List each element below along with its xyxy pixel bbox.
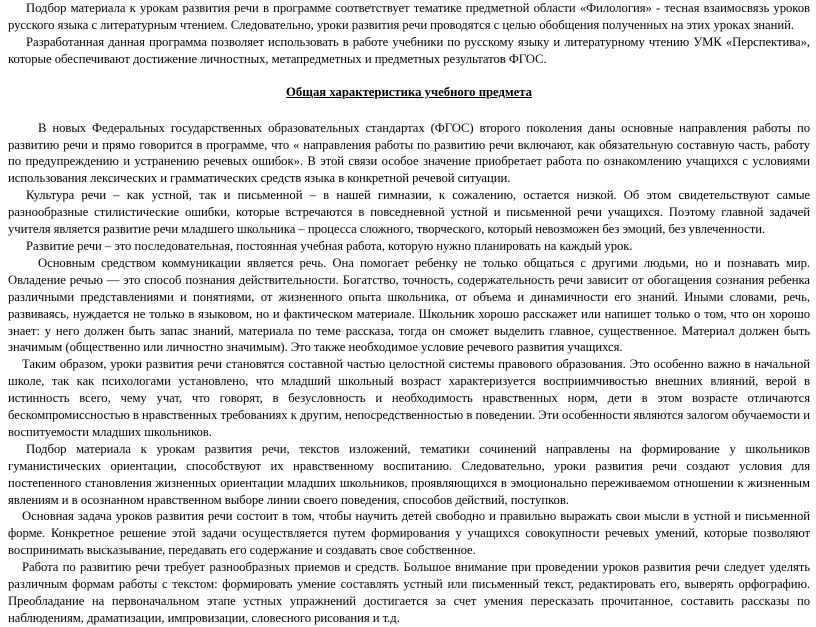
body-paragraph: Работа по развитию речи требует разнообразных приемов и средств. Большое внимание при проведении уроков развития речи следует уделять различным формам работы с текстом: формировать умение составлять устный или письменный текст, редактировать его, выверять орфографию. Преобладание на первоначальном этапе устных упражнений достигается за счет умения пересказать прочитанное, составить рассказы по наблюдениям, драматизации, импровизации, словесного рисования и т.д.: [8, 560, 810, 625]
intro-paragraph-2: Разработанная данная программа позволяет использовать в работе учебники по русскому языку и литературному чтению УМК «Перспектива», которые обеспечивают достижение личностных, метапредметных и предметных результатов ФГОС.: [8, 34, 810, 66]
body-paragraph: Культура речи – как устной, так и письменной – в нашей гимназии, к сожалению, остается низкой. Об этом свидетельствуют самые разнообразные стилистические ошибки, которые встречаются в повседневной устной и письменной речи учащихся. Поэтому главной задачей учителя является развитие речи младшего школьника – процесса сложного, творческого, который невозможен без эмоций, без увлеченности.: [8, 188, 810, 237]
body-paragraph: Развитие речи – это последовательная, постоянная учебная работа, которую нужно планировать на каждый урок.: [26, 238, 633, 253]
body-paragraph: Основная задача уроков развития речи состоит в том, чтобы научить детей свободно и правильно выражать свои мысли в устной и письменной форме. Конкретное решение этой задачи осуществляется путем формирования у учащихся совокупности речевых умений, которые позволяют воспринимать высказывание, передавать его содержание и создавать свое собственное.: [8, 509, 810, 558]
section-heading: Общая характеристика учебного предмета: [286, 84, 532, 99]
body-paragraph: Таким образом, уроки развития речи становятся составной частью целостной системы правового образования. Это особенно важно в начальной школе, так как психологами установлено, что младший школьный возраст характеризуется восприимчивостью внешних влияний, верой в истинность всего, чему учат, что говорят, в безусловность и необходимость нравственных норм, дети в этом возрасте отличаются бескомпромиссностью в нравственных требованиях к другим, непосредственностью в поведении. Эти особенности являются залогом обучаемости и воспитуемости младших школьников.: [8, 357, 810, 439]
intro-paragraph-1: Подбор материала к урокам развития речи в программе соответствует тематике предметной области «Филология» - тесная взаимосвязь уроков русского языка с литературным чтением. Следовательно, уроки развития речи проводятся с целью обобщения полученных на этих уроках знаний.: [8, 1, 810, 32]
body-paragraph: Подбор материала к урокам развития речи, текстов изложений, тематики сочинений направлены на формирование у школьников гуманистических ориентации, способствуют их нравственному воспитанию. Следовательно, уроки развития речи создают условия для постепенного становления жизненных ориентации младших школьников, проявляющихся в эмоционально переживаемом отношении к жизненным явлениям и в осознанном нравственном выборе линии своего поведения, способов действий, поступков.: [8, 441, 810, 507]
body-paragraph: Основным средством коммуникации является речь. Она помогает ребенку не только общаться с другими людьми, но и познавать мир. Овладение речью — это способ познания действительности. Богатство, точность, содержательность речи зависит от обогащения сознания ребенка различными представлениями и понятиями, от жизненного опыта школьника, от объема и динамичности его знаний. Иными словами, речь, развиваясь, нуждается не только в языковом, но и фактическом материале. Школьник хорошо расскажет или напишет только о том, что он хорошо знает: у него должен быть запас знаний, материала по теме рассказа, тогда он сможет выделить главное, существенное. Материал должен быть значимым (общественно или личностно значимым). Это также необходимое условие речевого развития учащихся.: [8, 255, 810, 355]
body-paragraph: В новых Федеральных государственных образовательных стандартах (ФГОС) второго поколения даны основные направления работы по развитию речи и прямо говорится в программе, что « направления работы по развитию речи включают, как обязательную составную часть, работу по предупреждению и устранению речевых ошибок». В этой связи особое значение приобретает работа по ознакомлению учащихся с условиями использования лексических и грамматических средств языка в конкретной речевой ситуации.: [8, 120, 810, 186]
